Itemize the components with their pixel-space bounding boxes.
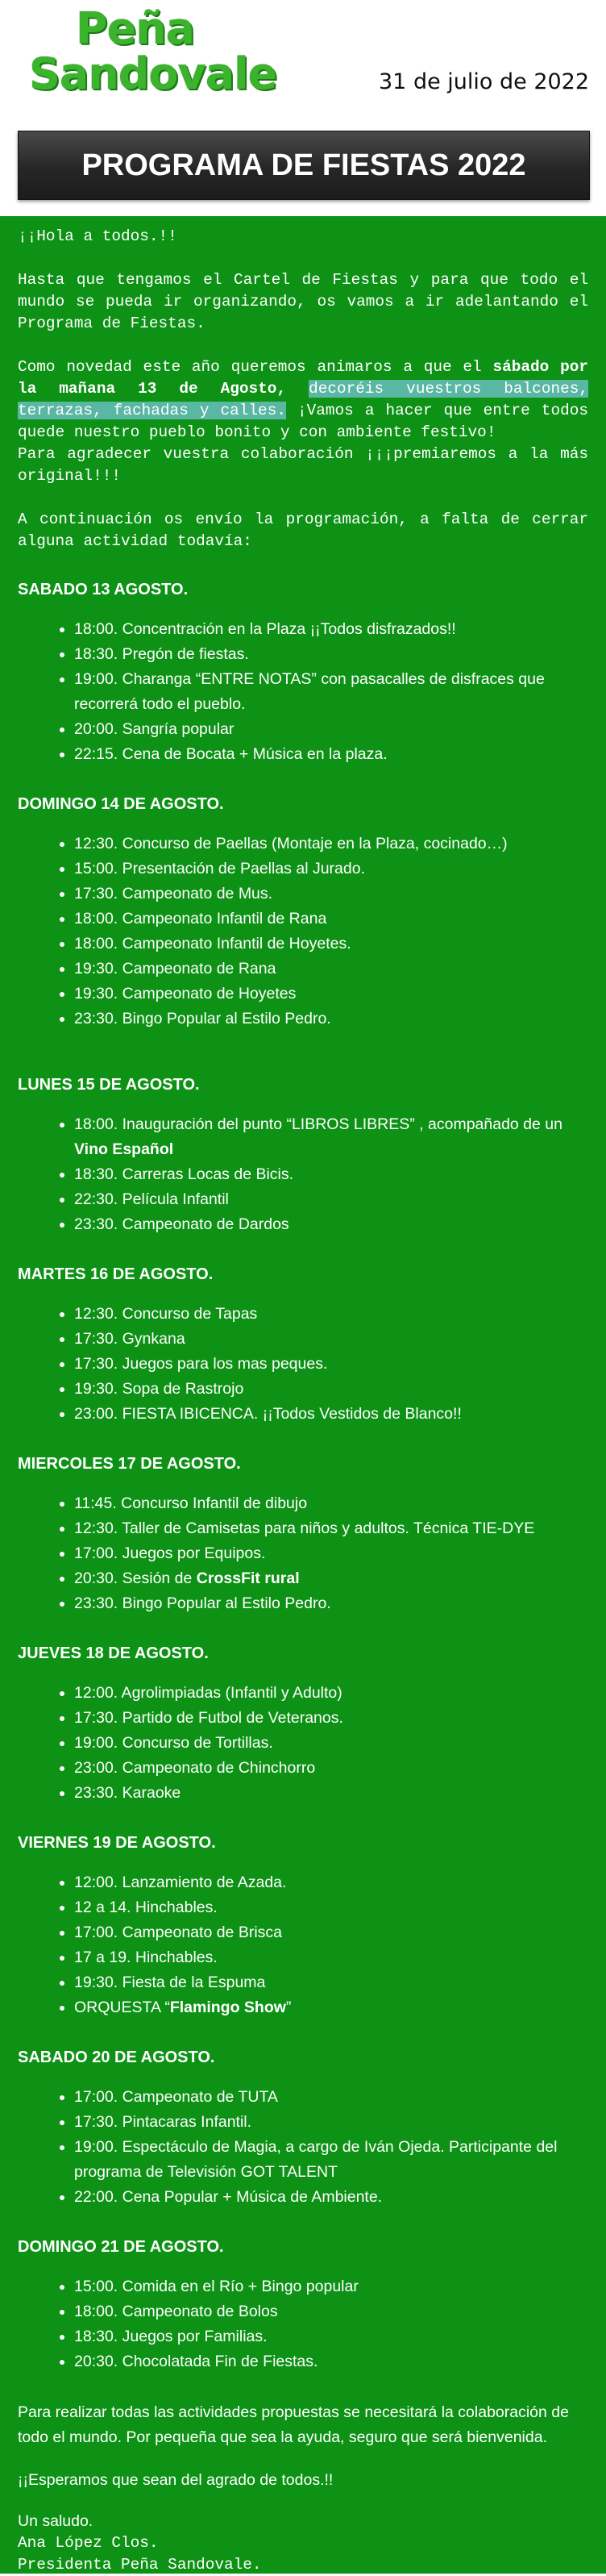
activity-item bbox=[74, 1402, 588, 1427]
activity-item bbox=[74, 2185, 588, 2210]
activity-item bbox=[74, 1995, 588, 2020]
activity-item bbox=[74, 1112, 588, 1162]
activity-text: 17:00. Campeonato de Brisca bbox=[74, 1924, 282, 1941]
activity-text: 12:30. Concurso de Tapas bbox=[74, 1305, 258, 1323]
day-activity-list bbox=[18, 617, 588, 767]
activity-item bbox=[74, 2085, 588, 2110]
activity-text: 20:30. Chocolatada Fin de Fiestas. bbox=[74, 2353, 318, 2370]
activity-text: 19:30. Fiesta de la Espuma bbox=[74, 1974, 266, 1991]
activity-item bbox=[74, 1970, 588, 1995]
activity-text: 17:30. Campeonato de Mus. bbox=[74, 885, 273, 902]
day-title: MIERCOLES 17 DE AGOSTO. bbox=[18, 1455, 241, 1473]
pena-sandovale-logo bbox=[29, 3, 277, 106]
activity-bold-text: CrossFit rural bbox=[196, 1569, 300, 1587]
activity-text: 19:30. Campeonato de Hoyetes bbox=[74, 985, 297, 1002]
activity-item bbox=[74, 1352, 588, 1377]
activity-text: 19:00. Charanga “ENTRE NOTAS” con pasacalles de disfraces que recorrerá todo el pueblo. bbox=[74, 670, 545, 713]
activity-item bbox=[74, 1162, 588, 1187]
day-title: SABADO 13 AGOSTO. bbox=[18, 581, 189, 598]
activity-text: 17:00. Juegos por Equipos. bbox=[74, 1544, 266, 1562]
activity-text: 17:30. Juegos para los mas peques. bbox=[74, 1355, 328, 1373]
activity-item bbox=[74, 907, 588, 932]
activity-text: 18:00. Campeonato de Bolos bbox=[74, 2303, 278, 2320]
activity-bold-text: Vino Español bbox=[74, 1140, 174, 1158]
day-activity-list bbox=[18, 1302, 588, 1427]
activity-item bbox=[74, 932, 588, 957]
activity-item bbox=[74, 1302, 588, 1327]
activity-item bbox=[74, 1591, 588, 1616]
activity-text: 22:15. Cena de Bocata + Música en la plaza. bbox=[74, 745, 388, 763]
activity-text: 19:30. Campeonato de Rana bbox=[74, 960, 276, 977]
activity-text: 23:00. Campeonato de Chinchorro bbox=[74, 1759, 316, 1777]
activity-item bbox=[74, 832, 588, 857]
activity-text: 18:00. Campeonato Infantil de Rana bbox=[74, 910, 327, 927]
activity-text: 23:00. FIESTA IBICENCA. ¡¡Todos Vestidos de Blanco!! bbox=[74, 1405, 462, 1423]
p2-bold-date: sábado por la mañana 13 de Agosto, bbox=[18, 358, 588, 398]
activity-item bbox=[74, 1007, 588, 1032]
activity-item bbox=[74, 1945, 588, 1970]
activity-text: 15:00. Comida en el Río + Bingo popular bbox=[74, 2278, 359, 2295]
activity-item bbox=[74, 2324, 588, 2349]
activity-item bbox=[74, 1491, 588, 1516]
activity-text: 20:30. Sesión de bbox=[74, 1569, 197, 1587]
program-content bbox=[0, 216, 606, 2574]
closing-paragraph-2: ¡¡Esperamos que sean del agrado de todos.!! bbox=[18, 2471, 334, 2489]
document-date: 31 de julio de 2022 bbox=[379, 69, 590, 94]
activity-text: 23:30. Karaoke bbox=[74, 1784, 181, 1802]
activity-text: ORQUESTA “ bbox=[74, 1999, 170, 2016]
activity-text: 18:00. Concentración en la Plaza ¡¡Todos disfrazados!! bbox=[74, 620, 456, 638]
activity-item bbox=[74, 742, 588, 767]
page-header bbox=[0, 0, 606, 216]
activity-text: 15:00. Presentación de Paellas al Jurado. bbox=[74, 860, 365, 877]
days-container bbox=[18, 580, 588, 2374]
activity-item bbox=[74, 1681, 588, 1706]
intro-paragraph-1: Hasta que tengamos el Cartel de Fiestas y para que todo el mundo se pueda ir organizando, os vamos a ir adelantando el Programa de Fiestas. bbox=[18, 271, 588, 332]
day-title: LUNES 15 DE AGOSTO. bbox=[18, 1076, 200, 1094]
activity-text-after: ” bbox=[285, 1999, 292, 2016]
activity-text: 17 a 19. Hinchables. bbox=[74, 1949, 218, 1966]
p2-text-a: Como novedad este año queremos animaros a que el bbox=[18, 358, 493, 376]
activity-item bbox=[74, 717, 588, 742]
day-title: MARTES 16 DE AGOSTO. bbox=[18, 1265, 214, 1283]
activity-item bbox=[74, 617, 588, 642]
p2-text-b: ¡Vamos a hacer que entre todos quede nuestro pueblo bonito y con ambiente festivo! bbox=[18, 402, 588, 441]
logo-line-1: Peña bbox=[76, 3, 195, 54]
day-activity-list bbox=[18, 832, 588, 1032]
activity-item bbox=[74, 1327, 588, 1352]
day-title: DOMINGO 21 DE AGOSTO. bbox=[18, 2238, 224, 2256]
day-activity-list bbox=[18, 2085, 588, 2210]
activity-text: 18:00. Campeonato Infantil de Hoyetes. bbox=[74, 935, 351, 952]
activity-text: 11:45. Concurso Infantil de dibujo bbox=[74, 1494, 308, 1512]
activity-text: 20:00. Sangría popular bbox=[74, 720, 235, 738]
day-activity-list bbox=[18, 2274, 588, 2374]
day-activity-list bbox=[18, 1112, 588, 1237]
activity-text: 12:30. Taller de Camisetas para niños y adultos. Técnica TIE-DYE bbox=[74, 1519, 535, 1537]
activity-item bbox=[74, 667, 588, 717]
activity-item bbox=[74, 1731, 588, 1756]
activity-item bbox=[74, 1187, 588, 1212]
activity-item bbox=[74, 2349, 588, 2374]
signature-title: Presidenta Peña Sandovale. bbox=[18, 2556, 262, 2574]
activity-item bbox=[74, 1895, 588, 1920]
activity-item bbox=[74, 1541, 588, 1566]
activity-item bbox=[74, 642, 588, 667]
activity-text: 18:30. Juegos por Familias. bbox=[74, 2328, 268, 2345]
signature-name: Ana López Clos. bbox=[18, 2534, 159, 2552]
logo-line-2: Sandovale bbox=[29, 48, 277, 99]
activity-item bbox=[74, 1706, 588, 1731]
activity-item bbox=[74, 2274, 588, 2299]
day-title: SABADO 20 DE AGOSTO. bbox=[18, 2049, 215, 2066]
activity-item bbox=[74, 2110, 588, 2135]
closing-paragraph-1: Para realizar todas las actividades propuestas se necesitará la colaboración de todo el mundo. Por pequeña que sea la ayuda, seguro que será bienvenida. bbox=[18, 2403, 569, 2446]
activity-text: 22:00. Cena Popular + Música de Ambiente. bbox=[74, 2188, 383, 2206]
day-activity-list bbox=[18, 1491, 588, 1616]
activity-text: 17:00. Campeonato de TUTA bbox=[74, 2088, 278, 2106]
activity-text: 22:30. Película Infantil bbox=[74, 1190, 229, 1208]
activity-text: 17:30. Pintacaras Infantil. bbox=[74, 2113, 252, 2131]
activity-item bbox=[74, 1566, 588, 1591]
activity-text: 18:00. Inauguración del punto “LIBROS LIBRES” , acompañado de un bbox=[74, 1115, 562, 1133]
p2-highlighted-text: decoréis vuestros balcones, terrazas, fachadas y calles. bbox=[18, 380, 588, 419]
activity-item bbox=[74, 1516, 588, 1541]
day-activity-list bbox=[18, 1681, 588, 1806]
activity-text: 19:00. Espectáculo de Magia, a cargo de Iván Ojeda. Participante del programa de Televisión GOT TALENT bbox=[74, 2138, 558, 2181]
intro-paragraph-4: A continuación os envío la programación, a falta de cerrar alguna actividad todavía: bbox=[18, 511, 588, 550]
intro-paragraph-2 bbox=[18, 356, 588, 444]
activity-bold-text: Flamingo Show bbox=[169, 1999, 286, 2016]
program-banner: PROGRAMA DE FIESTAS 2022 bbox=[18, 131, 590, 200]
activity-text: 23:30. Bingo Popular al Estilo Pedro. bbox=[74, 1010, 331, 1027]
activity-text: 19:00. Concurso de Tortillas. bbox=[74, 1734, 273, 1752]
activity-text: 17:30. Partido de Futbol de Veteranos. bbox=[74, 1709, 343, 1727]
activity-item bbox=[74, 882, 588, 907]
activity-text: 23:30. Bingo Popular al Estilo Pedro. bbox=[74, 1594, 331, 1612]
activity-text: 12:30. Concurso de Paellas (Montaje en la Plaza, cocinado…) bbox=[74, 835, 508, 852]
activity-item bbox=[74, 1920, 588, 1945]
activity-text: 18:30. Carreras Locas de Bicis. bbox=[74, 1165, 294, 1183]
greeting: ¡¡Hola a todos.!! bbox=[18, 227, 177, 245]
activity-text: 18:30. Pregón de fiestas. bbox=[74, 645, 249, 663]
activity-item bbox=[74, 1781, 588, 1806]
day-title: DOMINGO 14 DE AGOSTO. bbox=[18, 795, 224, 813]
closing-salutation: Un saludo. bbox=[18, 2512, 93, 2530]
p2-space bbox=[286, 380, 309, 398]
activity-item bbox=[74, 957, 588, 982]
intro-paragraph-3: Para agradecer vuestra colaboración ¡¡¡premiaremos a la más original!!! bbox=[18, 445, 588, 485]
activity-text: 19:30. Sopa de Rastrojo bbox=[74, 1380, 244, 1398]
activity-item bbox=[74, 1756, 588, 1781]
activity-item bbox=[74, 2299, 588, 2324]
activity-text: 17:30. Gynkana bbox=[74, 1330, 185, 1348]
activity-item bbox=[74, 2135, 588, 2185]
activity-item bbox=[74, 982, 588, 1007]
day-title: JUEVES 18 DE AGOSTO. bbox=[18, 1644, 209, 1662]
day-title: VIERNES 19 DE AGOSTO. bbox=[18, 1834, 216, 1852]
day-activity-list bbox=[18, 1870, 588, 2020]
activity-text: 23:30. Campeonato de Dardos bbox=[74, 1215, 289, 1233]
activity-text: 12 a 14. Hinchables. bbox=[74, 1899, 218, 1916]
activity-item bbox=[74, 1870, 588, 1895]
activity-item bbox=[74, 857, 588, 882]
activity-item bbox=[74, 1377, 588, 1402]
activity-text: 12:00. Lanzamiento de Azada. bbox=[74, 1874, 287, 1891]
activity-item bbox=[74, 1212, 588, 1237]
activity-text: 12:00. Agrolimpiadas (Infantil y Adulto) bbox=[74, 1684, 342, 1702]
